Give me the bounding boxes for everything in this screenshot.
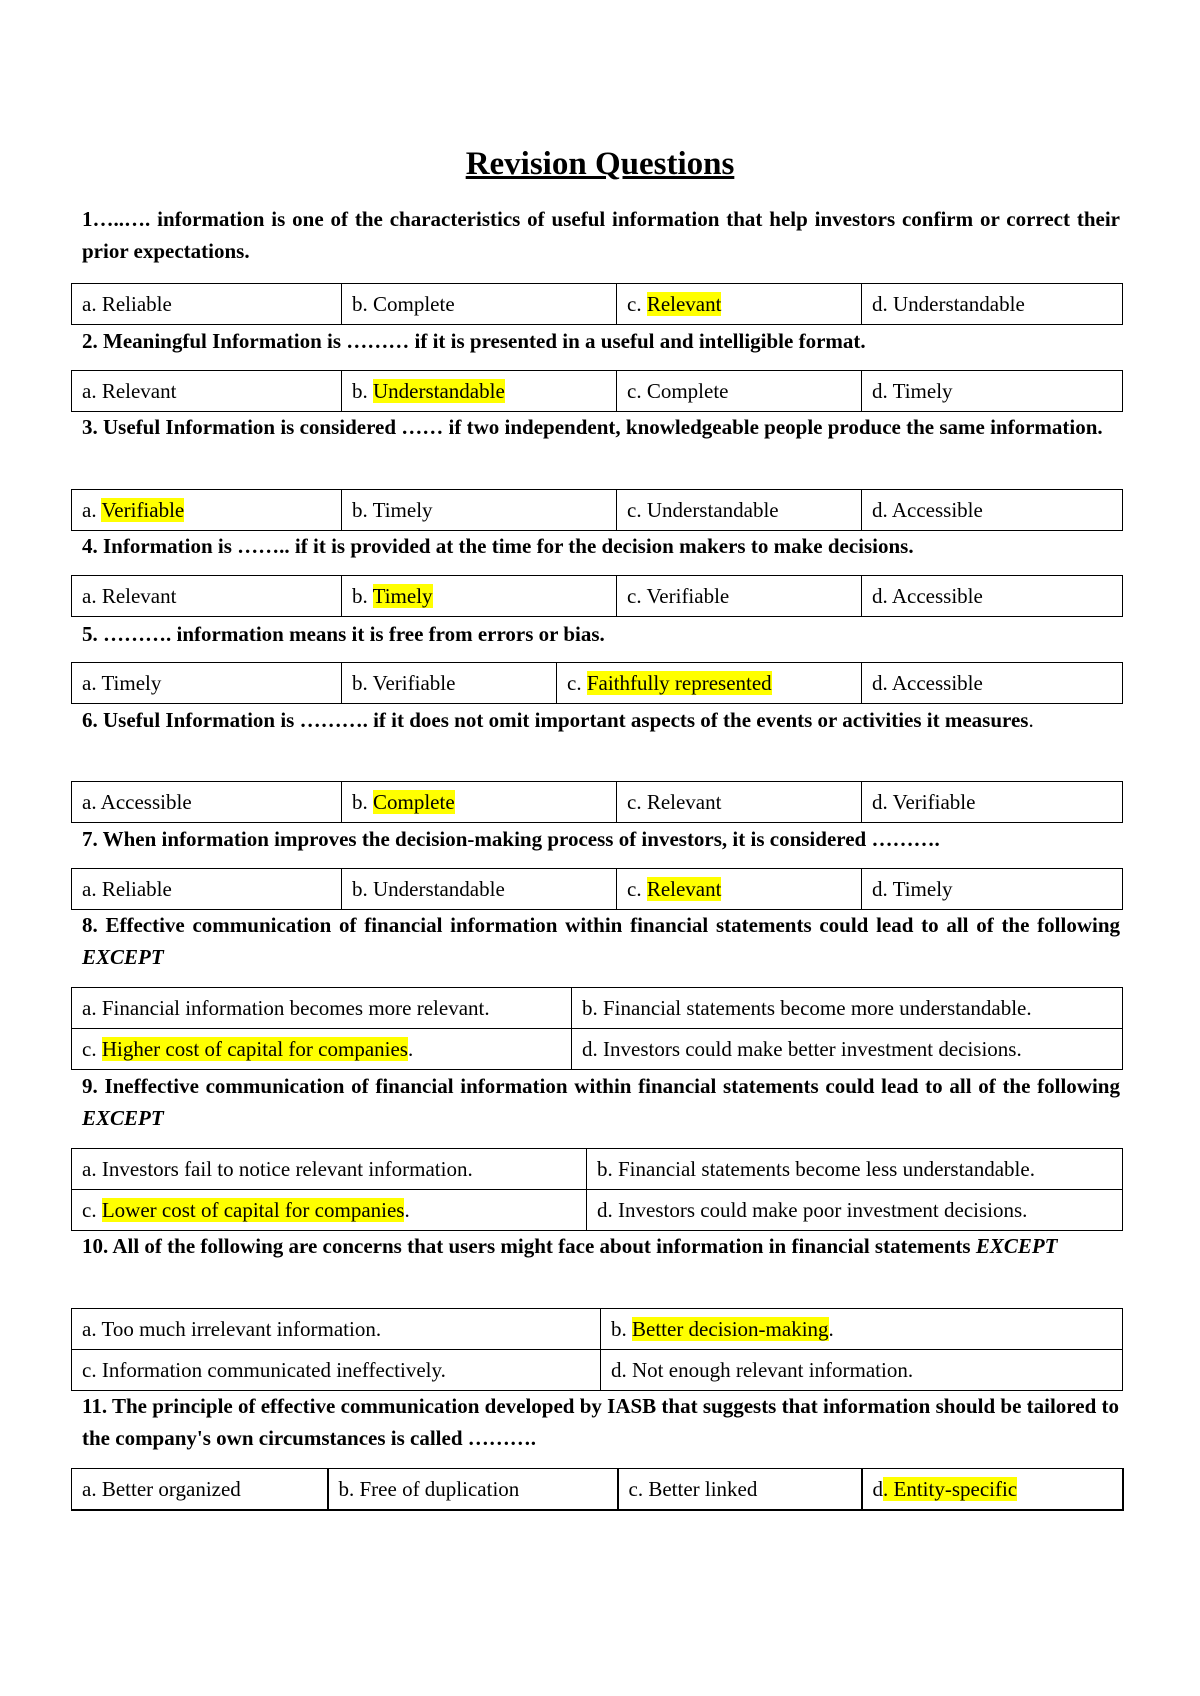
option-4c[interactable]: c. Verifiable [617, 576, 862, 617]
option-4b[interactable]: b. Timely [342, 576, 617, 617]
answer-highlight: Relevant [646, 876, 722, 901]
option-8d[interactable]: d. Investors could make better investment decisions. [572, 1029, 1123, 1070]
option-2d[interactable]: d. Timely [862, 371, 1123, 412]
option-7c[interactable]: c. Relevant [617, 869, 862, 910]
answer-highlight: Complete [373, 789, 455, 814]
options-table-4 [71, 575, 1123, 617]
option-2c[interactable]: c. Complete [617, 371, 862, 412]
option-4d[interactable]: d. Accessible [862, 576, 1123, 617]
option-5c[interactable]: c. Faithfully represented [557, 663, 862, 704]
option-8a[interactable]: a. Financial information becomes more relevant. [72, 988, 572, 1029]
options-table-10 [71, 1308, 1123, 1391]
option-11c[interactable]: c. Better linked [618, 1469, 862, 1511]
option-3a[interactable]: a. Verifiable [72, 490, 342, 531]
options-table-7 [71, 868, 1123, 910]
question-5: 5. ………. information means it is free from errors or bias. [82, 622, 605, 646]
question-3: 3. Useful Information is considered …… if two independent, knowledgeable people produce the same information. [82, 415, 1103, 439]
option-3d[interactable]: d. Accessible [862, 490, 1123, 531]
option-3c[interactable]: c. Understandable [617, 490, 862, 531]
question-11: 11. The principle of effective communication developed by IASB that suggests that information should be tailored to the company's own circumstances is called ………. [82, 1394, 1119, 1450]
options-table-11 [71, 1468, 1124, 1511]
options-table-8 [71, 987, 1123, 1070]
option-1a[interactable]: a. Reliable [72, 284, 342, 325]
answer-highlight: Timely [372, 583, 433, 608]
option-1c[interactable]: c. Relevant [617, 284, 862, 325]
option-2b[interactable]: b. Understandable [342, 371, 617, 412]
answer-highlight: Verifiable [101, 497, 185, 522]
answer-highlight: Relevant [646, 291, 722, 316]
option-1d[interactable]: d. Understandable [862, 284, 1123, 325]
question-10: 10. All of the following are concerns that users might face about information in financial statements EXCEPT [82, 1234, 1058, 1258]
option-9b[interactable]: b. Financial statements become less understandable. [587, 1149, 1123, 1190]
option-7b[interactable]: b. Understandable [342, 869, 617, 910]
options-table-2 [71, 370, 1123, 412]
option-10b[interactable]: b. Better decision-making. [601, 1309, 1123, 1350]
answer-highlight: Faithfully represented [586, 670, 772, 695]
option-11d[interactable]: d. Entity-specific [862, 1469, 1123, 1511]
option-5d[interactable]: d. Accessible [862, 663, 1123, 704]
option-10c[interactable]: c. Information communicated ineffectively. [72, 1350, 601, 1391]
answer-highlight: Lower cost of capital for companies [101, 1197, 405, 1222]
option-4a[interactable]: a. Relevant [72, 576, 342, 617]
question-7: 7. When information improves the decision-making process of investors, it is considered ………. [82, 827, 940, 851]
option-11b[interactable]: b. Free of duplication [328, 1469, 618, 1511]
option-7d[interactable]: d. Timely [862, 869, 1123, 910]
page-title: Revision Questions [465, 146, 735, 182]
option-9a[interactable]: a. Investors fail to notice relevant information. [72, 1149, 587, 1190]
option-6a[interactable]: a. Accessible [72, 782, 342, 823]
option-10d[interactable]: d. Not enough relevant information. [601, 1350, 1123, 1391]
option-6d[interactable]: d. Verifiable [862, 782, 1123, 823]
answer-highlight: Understandable [373, 378, 505, 403]
question-4: 4. Information is …….. if it is provided at the time for the decision makers to make decisions. [82, 534, 914, 558]
option-8c[interactable]: c. Higher cost of capital for companies. [72, 1029, 572, 1070]
options-table-6 [71, 781, 1123, 823]
options-table-9 [71, 1148, 1123, 1231]
option-5a[interactable]: a. Timely [72, 663, 342, 704]
option-5b[interactable]: b. Verifiable [342, 663, 557, 704]
answer-highlight: . Entity-specific [883, 1476, 1018, 1501]
question-1: 1…..…. information is one of the characteristics of useful information that help investors confirm or correct their prior expectations. [82, 207, 1121, 263]
option-10a[interactable]: a. Too much irrelevant information. [72, 1309, 601, 1350]
question-2: 2. Meaningful Information is ……… if it is presented in a useful and intelligible format. [82, 329, 866, 353]
answer-highlight: Higher cost of capital for companies [101, 1036, 408, 1061]
option-11a[interactable]: a. Better organized [72, 1469, 328, 1511]
option-7a[interactable]: a. Reliable [72, 869, 342, 910]
option-2a[interactable]: a. Relevant [72, 371, 342, 412]
question-9: 9. Ineffective communication of financial information within financial statements could lead to all of the following EXCEPT [82, 1074, 1120, 1130]
option-9d[interactable]: d. Investors could make poor investment decisions. [587, 1190, 1123, 1231]
option-8b[interactable]: b. Financial statements become more understandable. [572, 988, 1123, 1029]
option-1b[interactable]: b. Complete [342, 284, 617, 325]
options-table-5 [71, 662, 1123, 704]
option-9c[interactable]: c. Lower cost of capital for companies. [72, 1190, 587, 1231]
option-6c[interactable]: c. Relevant [617, 782, 862, 823]
question-8: 8. Effective communication of financial information within financial statements could lead to all of the following EXCEPT [82, 913, 1120, 969]
question-6: 6. Useful Information is ………. if it does not omit important aspects of the events or activities it measures. [82, 708, 1034, 732]
answer-highlight: Better decision-making [632, 1316, 829, 1341]
options-table-1 [71, 283, 1123, 325]
option-3b[interactable]: b. Timely [342, 490, 617, 531]
options-table-3 [71, 489, 1123, 531]
option-6b[interactable]: b. Complete [342, 782, 617, 823]
